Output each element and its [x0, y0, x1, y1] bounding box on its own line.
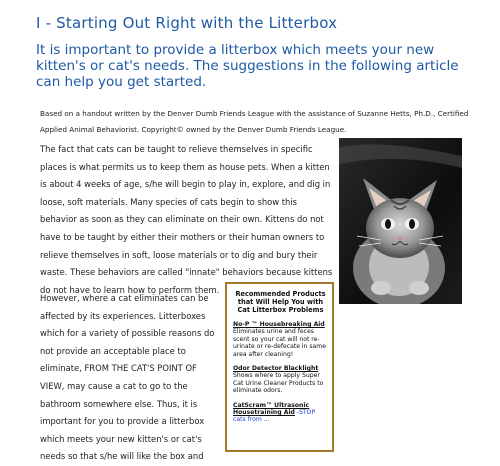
product-tail-text: -STOP cats from ...: [233, 409, 316, 424]
body-paragraph-1: The fact that cats can be taught to relieve themselves in specific places is what permits us to keep them as house pets. When a kitten is about 4 weeks of age, s/he will begin to play in, explore, and dig in loose, soft materials. Many species of cats begin to show this behavior as soon as they can eliminate on their own. Kittens do not have to be taught by either their mothers or their human owners to relieve themselves in soft, loose materials or to dig and bury their waste. These behaviors are called "innate" behaviors because kittens do not have to learn how to perform them.: [40, 144, 333, 295]
product-link[interactable]: Odor Detector Blacklight: [233, 365, 319, 373]
body-paragraph-2: However, where a cat eliminates can be affected by its experiences. Litterboxes which for a variety of possible reasons do not provide an acceptable place to eliminate, FROM THE CAT'S POINT OF VIEW, may cause a cat to go to the bathroom somewhere else. Thus, it is important for you to provide a litterbox which meets your new kitten's or cat's needs so that s/he will like the box and: [40, 293, 215, 462]
product-item: [233, 321, 328, 358]
article-subtitle: It is important to provide a litterbox which meets your new kitten's or cat's needs. The suggestions in the following article can help you get started.: [36, 42, 459, 90]
product-link[interactable]: No-P ™ Housebreaking Aid: [233, 321, 325, 328]
sidebox-heading: Recommended Products that Will Help You with Cat Litterbox Problems: [235, 290, 326, 314]
article-title: I - Starting Out Right with the Litterbox: [36, 14, 338, 32]
kitten-photo: [339, 138, 462, 304]
recommended-products-box: [225, 282, 334, 452]
product-item: [233, 402, 328, 424]
product-link[interactable]: CatScram™ Ultrasonic Housetraining Aid: [233, 401, 310, 417]
credit-note: Based on a handout written by the Denver Dumb Friends League with the assistance of Suzanne Hetts, Ph.D., Certified Applied Animal Behaviorist. Copyright© owned by the Denver Dumb Friends League.: [40, 109, 469, 134]
product-item: [233, 365, 328, 395]
product-description: Eliminates urine and feces scent so your cat will not re- urinate or re-defecate in same area after cleaning!: [233, 328, 326, 358]
product-description: Shows where to apply Super Cat Urine Cleaner Products to eliminate odors.: [233, 372, 324, 395]
